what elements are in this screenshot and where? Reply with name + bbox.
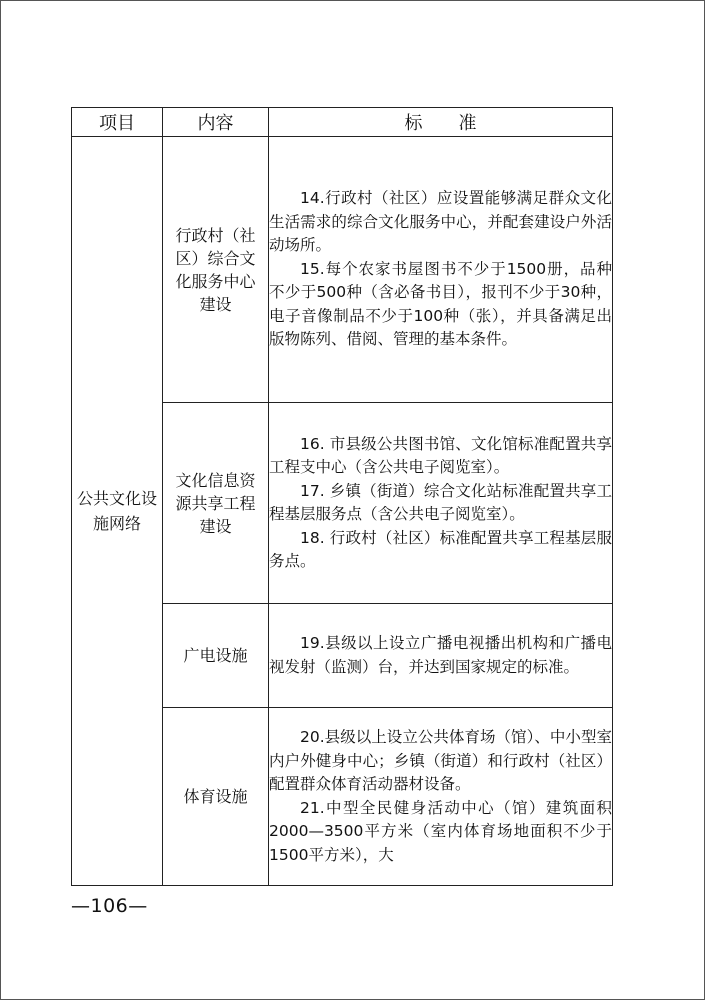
standard-item-15: 15.每个农家书屋图书不少于1500册，品种不少于500种（含必备书目），报刊不少于30种，电子音像制品不少于100种（张），并具备满足出版物陈列、借阅、管理的基本条件。 [269, 259, 612, 349]
header-content: 内容 [163, 108, 269, 137]
standard-cell [269, 137, 613, 403]
standard-item-19: 19.县级以上设立广播电视播出机构和广播电视发射（监测）台，并达到国家规定的标准。 [269, 634, 612, 676]
standard-cell [269, 403, 613, 604]
content-cell [163, 137, 269, 403]
standard-item-17: 17. 乡镇（街道）综合文化站标准配置共享工程基层服务点（含公共电子阅览室）。 [269, 481, 612, 523]
header-standard: 标 准 [269, 108, 613, 137]
standard-item-16: 16. 市县级公共图书馆、文化馆标准配置共享工程支中心（含公共电子阅览室）。 [269, 434, 612, 476]
content-label: 体育设施 [183, 787, 248, 806]
content-cell [163, 708, 269, 886]
content-label: 行政村（社区）综合文化服务中心建设 [175, 225, 256, 314]
standard-cell [269, 708, 613, 886]
page-number: —106— [71, 895, 148, 917]
content-label: 文化信息资源共享工程建设 [175, 470, 256, 536]
standard-item-20: 20.县级以上设立公共体育场（馆）、中小型室内户外健身中心；乡镇（街道）和行政村（社区）配置群众体育活动器材设备。 [269, 728, 612, 793]
content-cell [163, 403, 269, 604]
standard-item-14: 14.行政村（社区）应设置能够满足群众文化生活需求的综合文化服务中心，并配套建设户外活动场所。 [269, 189, 612, 255]
standards-table [71, 107, 613, 886]
content-label: 广电设施 [183, 646, 248, 665]
table-row [72, 137, 613, 403]
standard-cell [269, 604, 613, 708]
content-cell [163, 604, 269, 708]
table-header-row [72, 108, 613, 137]
header-item: 项目 [72, 108, 163, 137]
standard-item-21: 21.中型全民健身活动中心（馆）建筑面积2000—3500平方米（室内体育场地面积不少于1500平方米），大 [269, 798, 612, 864]
standard-item-18: 18. 行政村（社区）标准配置共享工程基层服务点。 [269, 528, 612, 570]
category-label: 公共文化设施网络 [77, 489, 158, 533]
category-cell [72, 137, 163, 886]
